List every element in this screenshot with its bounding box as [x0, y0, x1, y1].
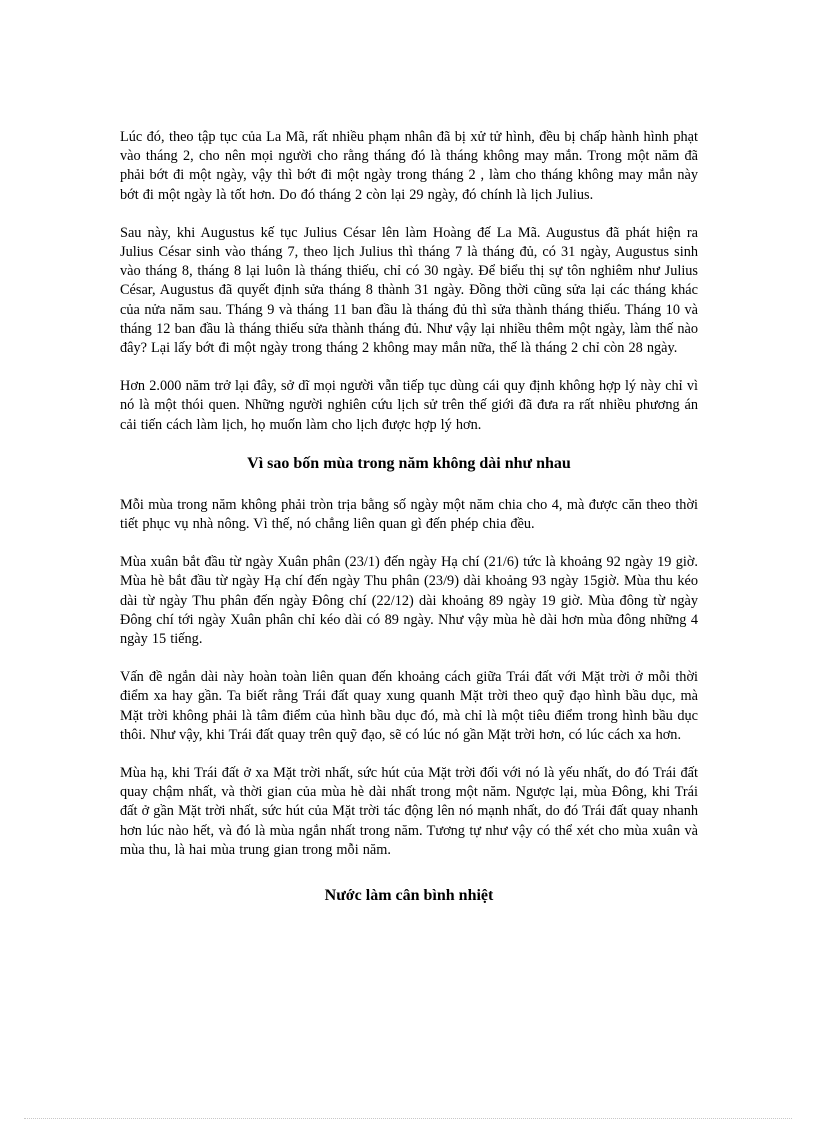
paragraph-seasons-intro: Mỗi mùa trong năm không phải tròn trịa bằng số ngày một năm chia cho 4, mà được căn theo thời tiết phục vụ nhà nông. Vì thế, nó chẳng liên quan gì đến phép chia đều.	[120, 496, 698, 533]
page-bottom-divider	[24, 1118, 792, 1119]
paragraph-february-punishment: Lúc đó, theo tập tục của La Mã, rất nhiều phạm nhân đã bị xử tử hình, đều bị chấp hành hình phạt vào tháng 2, cho nên mọi người cho rằng tháng đó là tháng không may mắn. Trong một năm đã phải bớt đi một ngày, vậy thì bớt đi một ngày trong tháng 2 , làm cho tháng không may mắn này bớt đi một ngày là tốt hơn. Do đó tháng 2 còn lại 29 ngày, đó chính là lịch Julius.	[120, 129, 698, 203]
heading-water: Nước làm cân bình nhiệt	[324, 887, 494, 905]
paragraph-augustus: Sau này, khi Augustus kế tục Julius César lên làm Hoàng đế La Mã. Augustus đã phát hiện ra Julius César sinh vào tháng 7, theo lịch Julius thì tháng 7 là tháng đủ, có 31 ngày, Augustus sinh vào tháng 8, tháng 8 lại luôn là tháng thiếu, chỉ có 30 ngày. Để biểu thị sự tôn nghiêm như Julius César, Augustus đã quyết định sửa tháng 8 thành 31 ngày. Đồng thời cũng sửa lại các tháng khác của nửa năm sau. Tháng 9 và tháng 11 ban đầu là tháng đủ thì sửa thành tháng thiếu. Tháng 10 và tháng 12 ban đầu là tháng thiếu sửa thành tháng đủ. Như vậy lại nhiều thêm một ngày, làm thế nào đây? Lại lấy bớt đi một ngày trong tháng 2 không may mắn nữa, thế là tháng 2 chỉ còn 28 ngày.	[120, 224, 698, 357]
paragraph-season-lengths: Mùa xuân bắt đầu từ ngày Xuân phân (23/1) đến ngày Hạ chí (21/6) tức là khoảng 92 ngày 19 giờ. Mùa hè bắt đầu từ ngày Hạ chí đến ngày Thu phân (23/9) dài khoảng 93 ngày 15giờ. Mùa thu kéo dài từ ngày Thu phân đến ngày Đông chí (22/12) dài khoảng 89 ngày 19 giờ. Mùa đông từ ngày Đông chí tới ngày Xuân phân chỉ kéo dài có 89 ngày. Như vậy mùa hè dài hơn mùa đông những 4 ngày 15 tiếng.	[120, 554, 698, 648]
document-page	[120, 128, 698, 928]
paragraph-summer-winter: Mùa hạ, khi Trái đất ở xa Mặt trời nhất, sức hút của Mặt trời đối với nó là yếu nhất, do đó Trái đất quay chậm nhất, và thời gian của mùa hè dài nhất trong một năm. Ngược lại, mùa Đông, khi Trái đất ở gần Mặt trời nhất, sức hút của Mặt trời tác động lên nó mạnh nhất, do đó Trái đất quay nhanh hơn lúc nào hết, và đó là mùa ngắn nhất trong năm. Tương tự như vậy có thể xét cho mùa xuân và mùa thu, là hai mùa trung gian trong mỗi năm.	[120, 765, 698, 858]
paragraph-orbit-distance: Vấn đề ngắn dài này hoàn toàn liên quan đến khoảng cách giữa Trái đất với Mặt trời ở mỗi thời điểm xa hay gần. Ta biết rằng Trái đất quay xung quanh Mặt trời theo quỹ đạo hình bầu dục, mà Mặt trời không phải là tâm điểm của hình bầu dục đó, mà chỉ là một tiêu điểm trong hình bầu dục thôi. Như vậy, khi Trái đất quay trên quỹ đạo, sẽ có lúc nó gần Mặt trời hơn, có lúc cách xa hơn.	[120, 669, 698, 743]
paragraph-habit: Hơn 2.000 năm trở lại đây, sở dĩ mọi người vẫn tiếp tục dùng cái quy định không hợp lý này chỉ vì nó là một thói quen. Những người nghiên cứu lịch sử trên thế giới đã đưa ra rất nhiều phương án cải tiến cách làm lịch, họ muốn làm cho lịch được hợp lý hơn.	[120, 378, 698, 433]
heading-seasons: Vì sao bốn mùa trong năm không dài như nhau	[247, 454, 571, 472]
